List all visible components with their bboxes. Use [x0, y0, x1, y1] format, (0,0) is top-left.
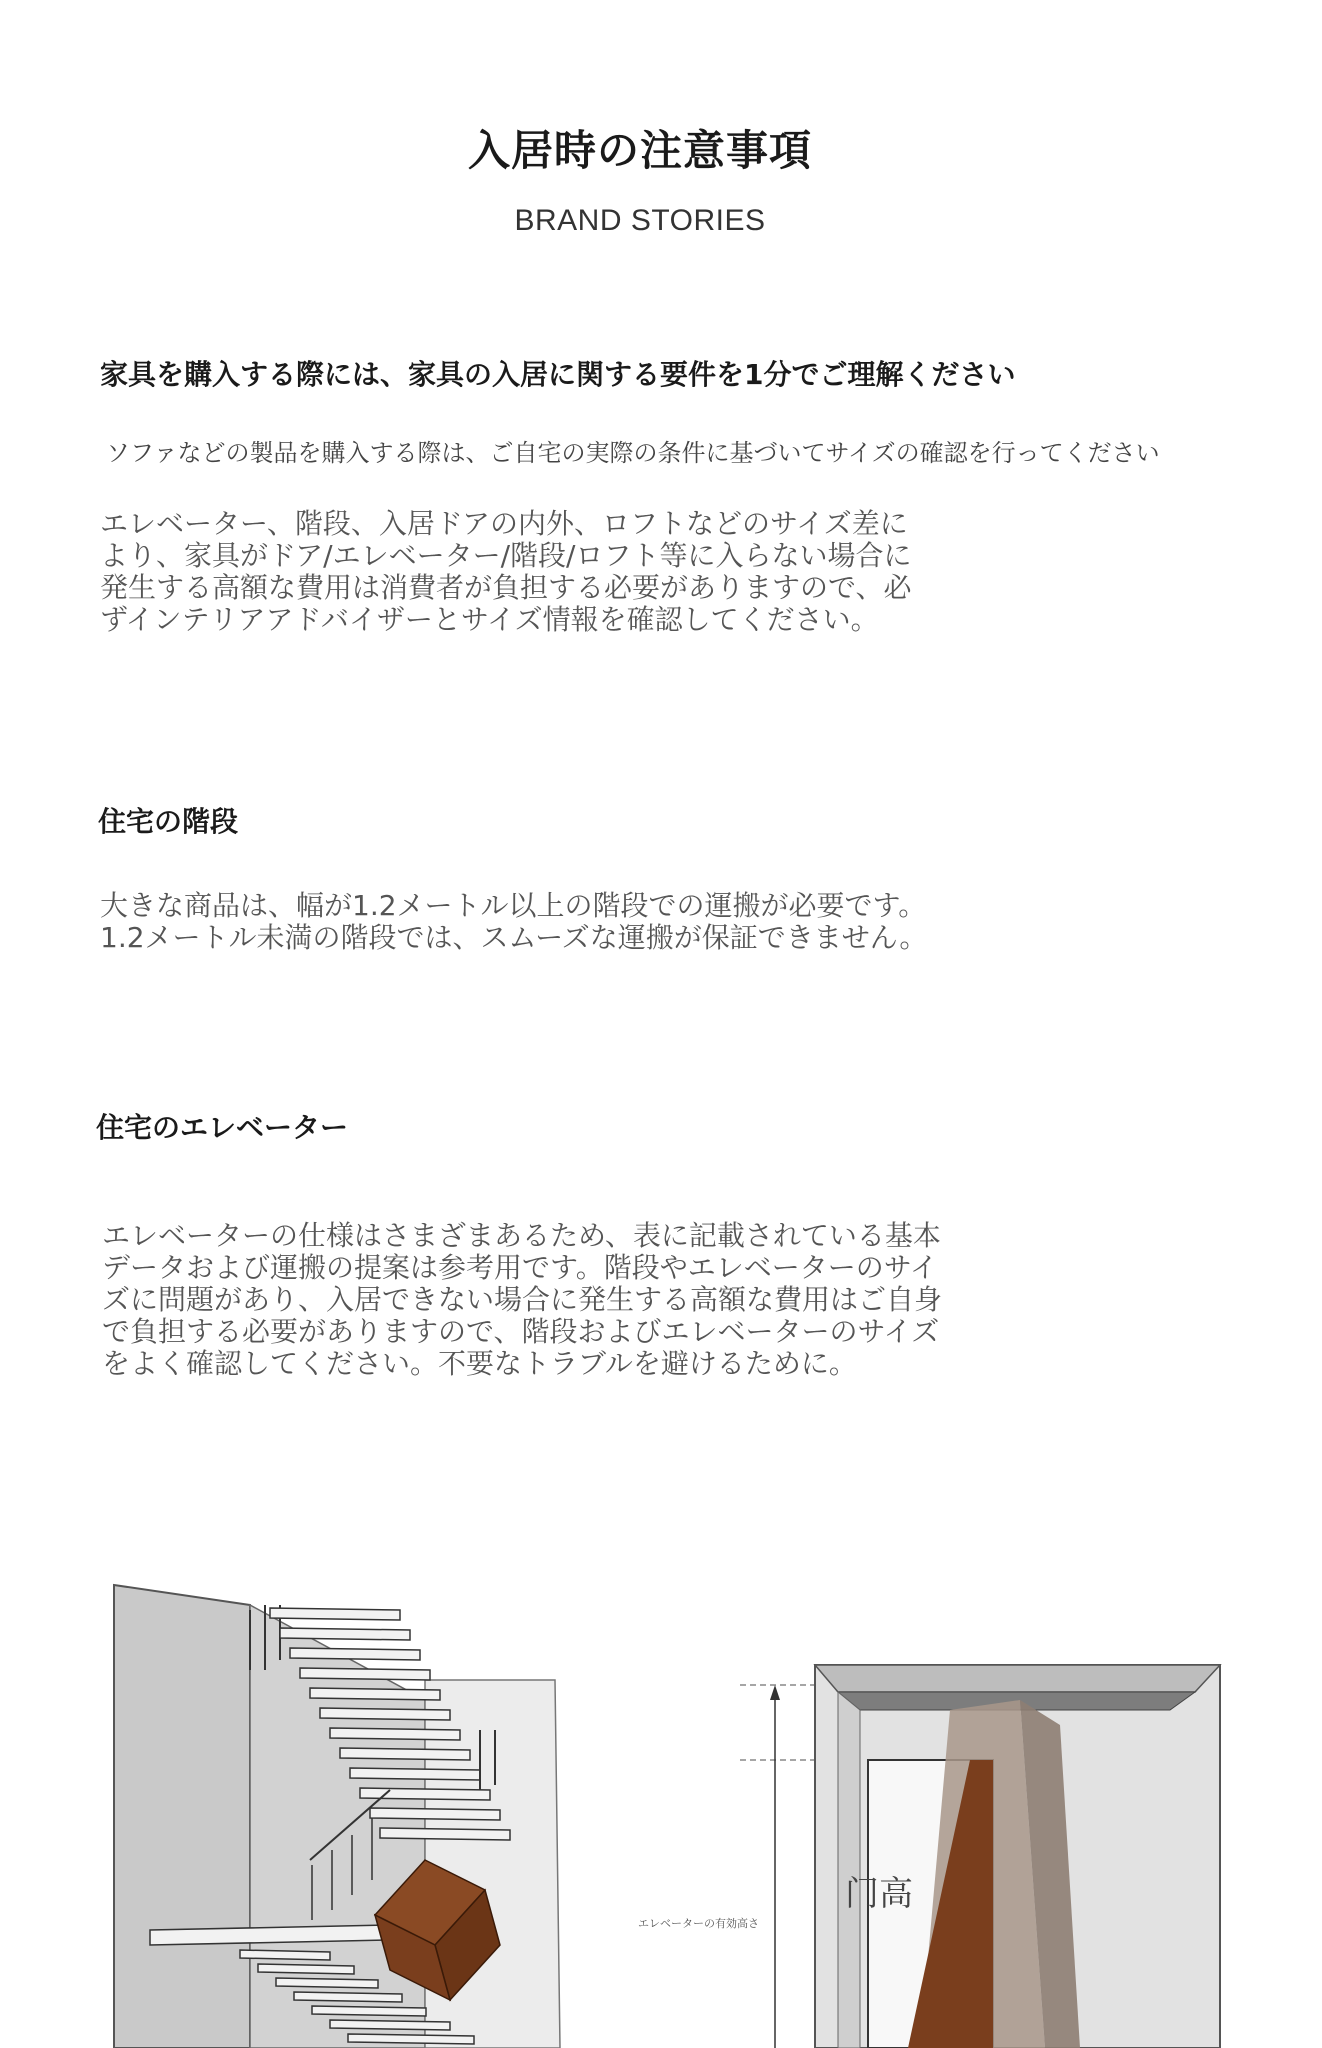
stairs-paragraph	[100, 890, 927, 954]
intro-line: 発生する高額な費用は消費者が負担する必要がありますので、必	[100, 571, 912, 604]
stair-step	[320, 1708, 450, 1720]
intro-line: ずインテリアアドバイザーとサイズ情報を確認してください。	[100, 603, 879, 636]
elevator-illustration	[638, 1665, 1220, 2048]
stair-step	[370, 1808, 500, 1820]
intro-heading: 家具を購入する際には、家具の入居に関する要件を1分でご理解ください	[100, 358, 1016, 391]
stair-step	[294, 1992, 402, 2002]
stair-step	[270, 1608, 400, 1620]
elevator-line: ズに問題があり、入居できない場合に発生する高額な費用はご自身	[102, 1283, 943, 1316]
door-height-label: 门高	[845, 1874, 913, 1914]
intro-line: より、家具がドア/エレベーター/階段/ロフト等に入らない場合に	[100, 539, 912, 572]
stair-step	[330, 2020, 450, 2030]
stair-step	[330, 1728, 460, 1740]
intro-note: ソファなどの製品を購入する際は、ご自宅の実際の条件に基づいてサイズの確認を行ってください	[106, 439, 1160, 467]
stairs-heading: 住宅の階段	[98, 805, 239, 838]
elevator-line: をよく確認してください。不要なトラブルを避けるために。	[102, 1347, 857, 1380]
stair-step	[312, 2006, 426, 2016]
stairs-elevator-illustration	[90, 1560, 1250, 2048]
stair-step	[380, 1828, 510, 1840]
stair-step	[310, 1688, 440, 1700]
stair-step	[340, 1748, 470, 1760]
elevator-line: データおよび運搬の提案は参考用です。階段やエレベーターのサイ	[102, 1251, 938, 1284]
page-subtitle: BRAND STORIES	[514, 204, 766, 237]
intro-paragraph	[100, 508, 911, 636]
stair-step	[280, 1628, 410, 1640]
stair-step	[276, 1978, 378, 1988]
stair-step	[240, 1950, 330, 1960]
stair-step	[290, 1648, 420, 1660]
stair-step	[348, 2034, 474, 2044]
elevator-height-label: エレベーターの有効高さ	[638, 1917, 759, 1930]
stairs-line: 大きな商品は、幅が1.2メートル以上の階段での運搬が必要です。	[100, 889, 927, 922]
elevator-line: エレベーターの仕様はさまざまあるため、表に記載されている基本	[102, 1219, 941, 1252]
stair-step	[350, 1768, 480, 1780]
stairs-line: 1.2メートル未満の階段では、スムーズな運搬が保証できません。	[100, 921, 928, 954]
intro-line: エレベーター、階段、入居ドアの内外、ロフトなどのサイズ差に	[100, 507, 908, 540]
elevator-paragraph	[102, 1220, 942, 1380]
elevator-line: で負担する必要がありますので、階段およびエレベーターのサイズ	[102, 1315, 940, 1348]
stair-step	[258, 1964, 354, 1974]
stairs-illustration	[114, 1585, 560, 2048]
stair-step	[300, 1668, 430, 1680]
page-title: 入居時の注意事項	[467, 126, 812, 175]
elevator-heading: 住宅のエレベーター	[96, 1111, 349, 1144]
